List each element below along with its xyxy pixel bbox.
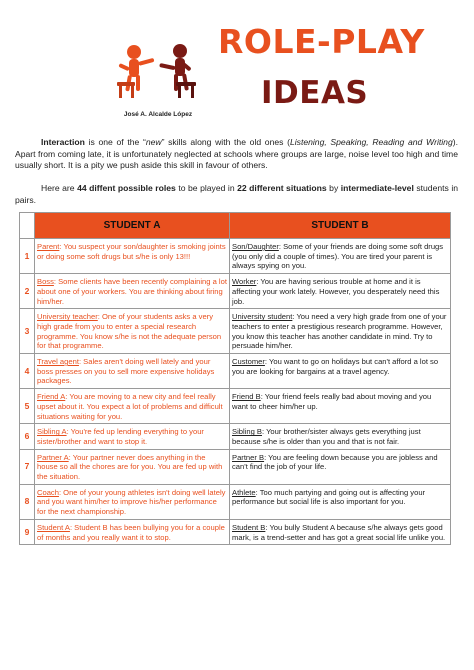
student-a-description: : Student B has been bullying you for a couple of months and you really want it to stop. xyxy=(37,522,225,542)
student-a-cell xyxy=(35,354,230,389)
student-b-cell xyxy=(230,354,451,389)
student-a-cell xyxy=(35,519,230,544)
student-a-role: Sibling A xyxy=(37,427,67,437)
intro2-roles: 44 diffent possible roles xyxy=(77,183,176,193)
intro-roles-paragraph xyxy=(15,183,458,206)
student-a-cell xyxy=(35,239,230,274)
student-b-cell xyxy=(230,309,451,354)
row-number: 6 xyxy=(20,424,35,449)
page-header xyxy=(0,0,474,130)
student-a-role: Partner A xyxy=(37,452,69,462)
student-b-role: Customer xyxy=(232,357,265,367)
student-b-description: : Your brother/sister always gets everything just because s/he is older than you and that is not fair. xyxy=(232,427,421,446)
student-a-role: Parent xyxy=(37,242,60,251)
student-a-role: Travel agent xyxy=(37,357,79,367)
role-play-figures-icon xyxy=(112,40,202,102)
author-name: José A. Alcalde López xyxy=(123,111,193,118)
intro2-text-d: students in pairs. xyxy=(15,183,459,205)
student-b-cell xyxy=(230,449,451,484)
student-b-description: : You bully Student A because s/he always gets good mark, is a trend-setter and has got a great social life unlike you. xyxy=(232,522,446,542)
student-a-description: : You are moving to a new city and feel really upset about it. You expect a lot of problems and difficult situations waiting for you. xyxy=(37,392,223,421)
student-a-role: University teacher xyxy=(37,312,98,322)
student-a-cell xyxy=(35,274,230,309)
row-number: 5 xyxy=(20,389,35,424)
title-ideas: IDEAS xyxy=(261,75,369,111)
student-a-role: Friend A xyxy=(37,392,66,402)
row-number: 3 xyxy=(20,309,35,354)
row-number: 9 xyxy=(20,519,35,544)
student-a-description: : One of your young athletes isn't doing well lately and you want him/her to improve his/her performance for the next championship. xyxy=(37,487,226,517)
student-a-cell xyxy=(35,389,230,424)
student-b-role: Sibling B xyxy=(232,427,262,437)
student-b-role: Partner B xyxy=(232,452,265,462)
intro-interaction: Interaction xyxy=(41,137,85,147)
student-b-description: : Too much partying and going out is affecting your performance but social life is also important for you. xyxy=(232,487,426,507)
student-b-description: : You are having serious trouble at home and it is affecting your work lately. However, you desperately need this job. xyxy=(232,277,440,306)
table-row xyxy=(20,424,451,449)
row-number: 2 xyxy=(20,274,35,309)
student-b-description: : You are feeling down because you are jobless and can't find the job of your life. xyxy=(232,452,438,472)
intro-paragraph xyxy=(15,137,458,172)
intro2-level: intermediate-level xyxy=(340,183,414,193)
roles-table xyxy=(19,212,451,545)
student-b-description: : Your friend feels really bad about moving and you want to cheer him/her up. xyxy=(232,392,432,411)
table-row xyxy=(20,389,451,424)
student-a-description: : Your partner never does anything in the house so all the chores are for you. You are fed up with the situation. xyxy=(37,452,223,482)
row-number: 7 xyxy=(20,449,35,484)
student-b-cell xyxy=(230,484,451,519)
student-b-description: : You need a very high grade from one of your teachers to enter a prestigious research programme. However, you know this teacher has another candidate in mind. Try to persuade him/her. xyxy=(232,312,447,351)
student-b-cell xyxy=(230,274,451,309)
intro2-text-c: by xyxy=(326,183,341,193)
student-b-role: University student xyxy=(232,312,293,322)
student-b-role: Friend B xyxy=(232,392,261,402)
header-student-a: STUDENT A xyxy=(35,213,230,239)
intro-text-a: is one of the “ xyxy=(84,137,146,147)
table-row xyxy=(20,354,451,389)
student-b-cell xyxy=(230,389,451,424)
table-row xyxy=(20,309,451,354)
table-row xyxy=(20,449,451,484)
row-number: 8 xyxy=(20,484,35,519)
student-b-role: Worker xyxy=(232,277,257,287)
student-b-cell xyxy=(230,239,451,274)
student-b-cell xyxy=(230,424,451,449)
student-b-role: Son/Daughter xyxy=(232,242,279,251)
intro2-text-a: Here are xyxy=(41,183,78,193)
student-a-cell xyxy=(35,449,230,484)
student-b-role: Student B xyxy=(232,522,266,532)
intro-text-c: ). Apart from coming late, it is unfortunately neglected at schools where groups are large, noise level too high and time usually short. It is a pity we push aside this skill in favour of others. xyxy=(15,137,458,171)
student-b-cell xyxy=(230,519,451,544)
intro2-text-b: to be played in xyxy=(175,183,238,193)
student-a-cell xyxy=(35,484,230,519)
table-row xyxy=(20,274,451,309)
student-a-cell xyxy=(35,309,230,354)
intro-skills: Listening, Speaking, Reading and Writing xyxy=(289,137,453,147)
header-number-cell xyxy=(20,213,35,239)
student-a-description: : Sales aren't doing well lately and your boss presses on you to sell more expensive holidays packages. xyxy=(37,357,215,386)
row-number: 1 xyxy=(20,239,35,274)
table-row xyxy=(20,239,451,274)
student-a-description: : You suspect your son/daughter is smoking joints or doing some soft drugs but s/he is only 13!!! xyxy=(37,242,226,261)
student-a-description: : You're fed up lending everything to your sister/brother and want to stop it. xyxy=(37,427,204,446)
student-a-role: Boss xyxy=(37,277,54,287)
student-b-description: : Some of your friends are doing some soft drugs (you only did a couple of times). You are tired your parent is always spying on you. xyxy=(232,242,444,271)
table-row xyxy=(20,484,451,519)
student-a-cell xyxy=(35,424,230,449)
student-a-description: : Some clients have been recently complaining a lot about one of your workers. You are thinking about firing him/her. xyxy=(37,277,227,306)
student-b-description: : You want to go on holidays but can't afford a lot so you are looking for bargains at a travel agency. xyxy=(232,357,439,376)
intro-text-b: ” skills along with the old ones ( xyxy=(161,137,290,147)
table-body xyxy=(20,239,451,545)
student-a-role: Coach xyxy=(37,487,59,497)
intro-new: new xyxy=(145,137,162,147)
student-a-role: Student A xyxy=(37,522,70,532)
header-student-b: STUDENT B xyxy=(230,213,451,239)
student-a-description: : One of your students asks a very high grade from you to enter a special research programme. You know s/he is not the adequate person for that programme. xyxy=(37,312,222,351)
row-number: 4 xyxy=(20,354,35,389)
title-role-play: ROLE-PLAY xyxy=(218,22,425,61)
student-b-role: Athlete xyxy=(232,487,256,497)
table-row xyxy=(20,519,451,544)
intro2-situations: 22 different situations xyxy=(237,183,327,193)
table-header-row xyxy=(20,213,451,239)
